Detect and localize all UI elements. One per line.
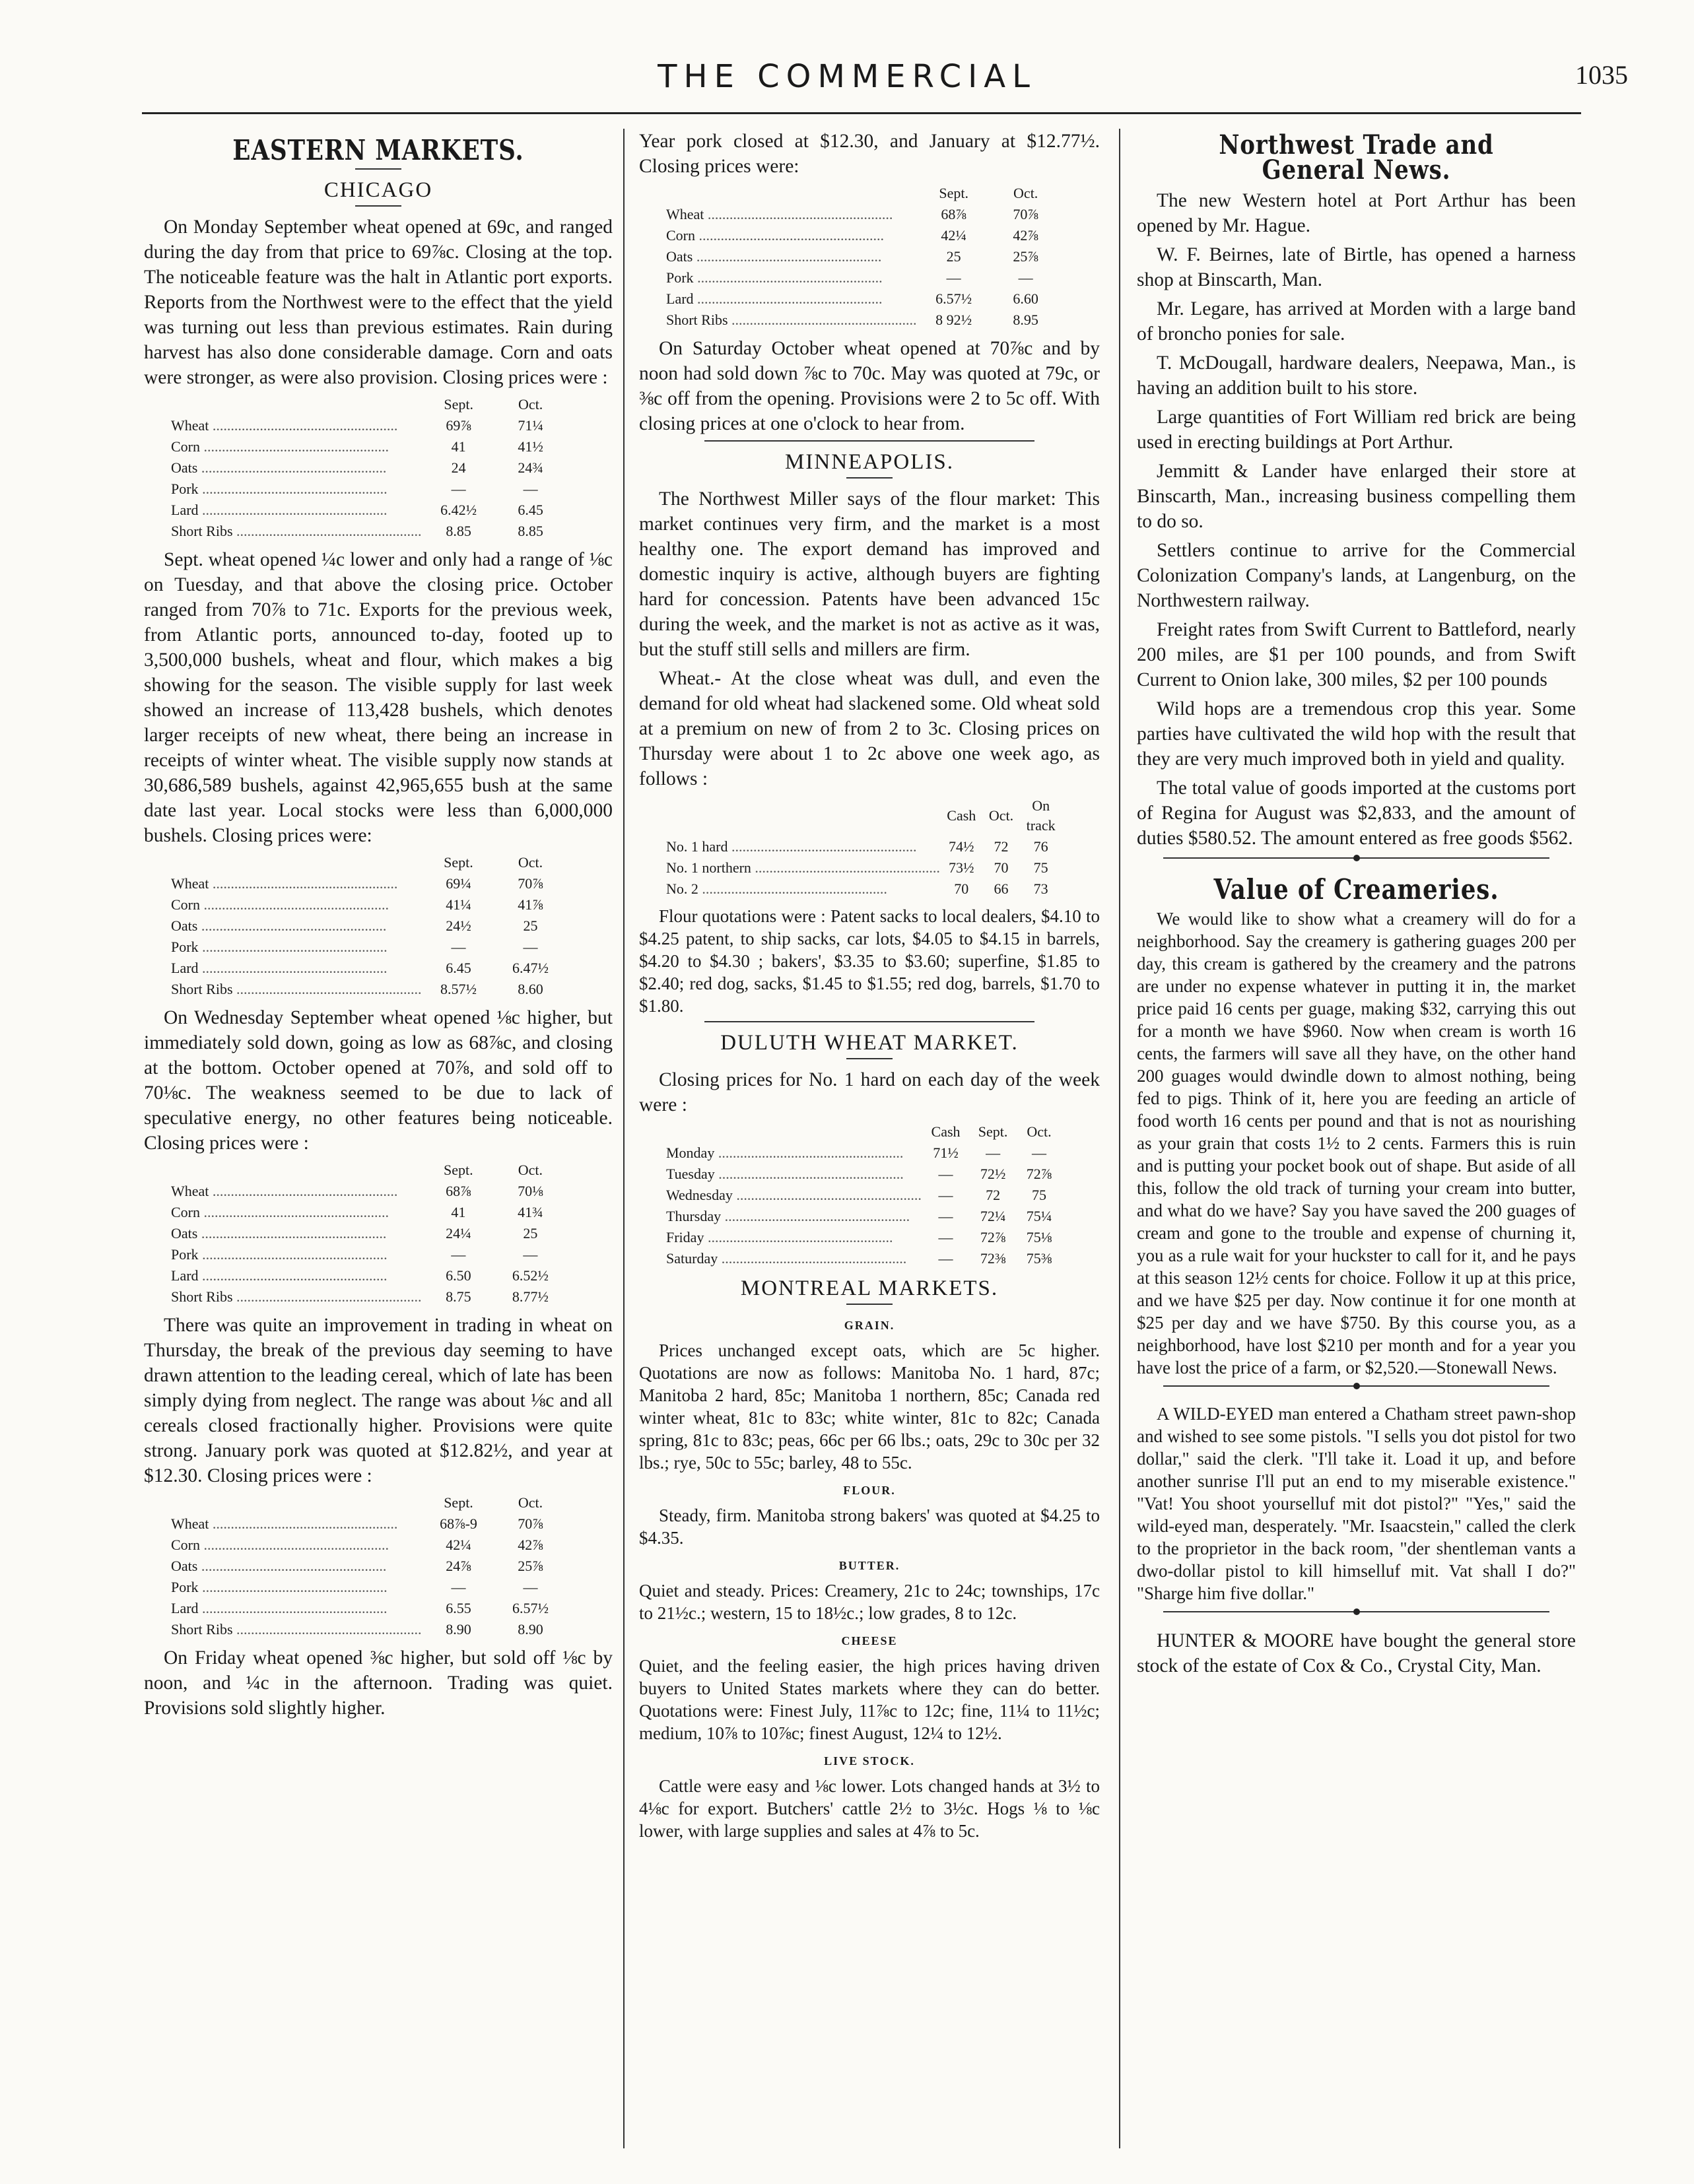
- news-item: Jemmitt & Lander have enlarged their store at Binscarth, Man., increasing business compelling them to do so.: [1137, 461, 1576, 532]
- sept-price: 8.85: [446, 523, 471, 539]
- price-row: [170, 1535, 566, 1556]
- heading-rule: [355, 168, 401, 170]
- col-on-track: On track: [1026, 797, 1056, 834]
- commodity-name: Wheat .....: [170, 873, 423, 894]
- price-row: [170, 1265, 566, 1286]
- news-item: Large quantities of Fort William red brick are being used in erecting buildings at Port Arthur.: [1137, 407, 1576, 453]
- col-sept: Sept.: [444, 854, 473, 871]
- flour-quotations-paragraph: Flour quotations were : Patent sacks to local dealers, $4.10 to $4.25 patent, to ship sacks, car lots, $4.05 to $4.15 in barrels, $4.20 to $4.30 ; bakers', $3.35 to $3.60; superfine, $1.85 to $2.40; red dog, sacks, $1.45 to $1.55; red dog, barrels, $1.70 to $1.80.: [639, 906, 1100, 1016]
- oct-price: 8.60: [518, 981, 543, 997]
- minneapolis-heading: MINNEAPOLIS.: [785, 450, 954, 474]
- price-row: [665, 836, 1062, 857]
- col-cash: Cash: [931, 1123, 961, 1140]
- day-name: Wednesday .....: [665, 1185, 922, 1206]
- chicago-prices-table-2: [170, 852, 566, 1000]
- oct-price: 75: [1031, 1187, 1046, 1203]
- northwest-news-heading: Northwest Trade and General News.: [1219, 129, 1494, 185]
- column-divider: [1119, 129, 1120, 2148]
- oct-price: 24¾: [518, 459, 543, 476]
- price-row: [170, 1202, 566, 1223]
- day-name: Tuesday .....: [665, 1164, 922, 1185]
- commodity-name: Oats .....: [170, 1223, 423, 1244]
- price-row: [170, 915, 566, 937]
- grain-subheading: GRAIN.: [844, 1319, 895, 1332]
- oct-price: 75⅜: [1026, 1250, 1052, 1267]
- oct-price: —: [523, 939, 538, 955]
- cheese-paragraph: Quiet, and the feeling easier, the high prices having driven buyers to United States markets where they can do better. Quotations were: Finest July, 11⅞c to 12c; fine, 11¼ to 11½c; medium, 10⅞ to 10⅞c; finest August, 12¼ to 12½.: [639, 1656, 1100, 1743]
- saturday-paragraph: On Saturday October wheat opened at 70⅞c and by noon had sold down ⅞c to 70c. May was quoted at 79c, or ⅜c off from the opening. Provisions were 2 to 5c off. With closing prices at one o'clock to hear from.: [639, 338, 1100, 434]
- price-row: [170, 1513, 566, 1535]
- sept-price: —: [451, 939, 466, 955]
- oct-price: 6.57½: [512, 1600, 549, 1616]
- news-item: W. F. Beirnes, late of Birtle, has opened a harness shop at Binscarth, Man.: [1137, 244, 1576, 290]
- sept-price: 25: [946, 248, 961, 265]
- chicago-tuesday-paragraph: Sept. wheat opened ¼c lower and only had a range of ⅛c on Tuesday, and that above the closing price. October ranged from 70⅞ to 71c. Exports for the previous week, from Atlantic ports, announced to-day, footed up to 3,500,000 bushels, wheat and flour, which makes a big showing for the season. The visible supply for last week showed an increase of 113,428 bushels, which denotes larger receipts of new wheat, there being an increase in receipts of winter wheat. The visible supply now stands at 30,686,589 bushels, against 42,965,655 bush at the same date last year. Local stocks were less than 6,000,000 bushels. Closing prices were:: [144, 549, 613, 846]
- day-name: Thursday .....: [665, 1206, 922, 1227]
- chicago-prices-table-3: [170, 1160, 566, 1307]
- commodity-name: Pork .....: [170, 1577, 423, 1598]
- page-header: [0, 46, 1694, 119]
- sept-price: 41¼: [446, 896, 471, 913]
- section-separator: [1163, 1385, 1549, 1396]
- oct-price: 42⅞: [1013, 227, 1038, 244]
- commodity-name: Lard .....: [170, 958, 423, 979]
- montreal-heading: MONTREAL MARKETS.: [740, 1276, 999, 1300]
- price-row: [665, 246, 1062, 267]
- sept-price: 69⅞: [446, 417, 471, 434]
- flour-subheading: FLOUR.: [843, 1484, 896, 1497]
- commodity-name: Lard .....: [170, 1598, 423, 1619]
- commodity-name: Corn .....: [665, 225, 918, 246]
- chicago-prices-table-5: [665, 183, 1062, 331]
- price-row: [170, 479, 566, 500]
- sept-price: 69¼: [446, 875, 471, 892]
- price-row: [170, 894, 566, 915]
- price-row: [170, 1598, 566, 1619]
- oct-price: 70⅛: [518, 1183, 543, 1199]
- news-item: The total value of goods imported at the customs port of Regina for August was $2,833, and the amount of duties $580.52. The amount entered as free goods $562.: [1137, 778, 1576, 849]
- oct-price: 75¼: [1026, 1208, 1052, 1224]
- commodity-name: Short Ribs .....: [170, 979, 423, 1000]
- creameries-heading: Value of Creameries.: [1213, 873, 1499, 906]
- northwest-news-list: [1137, 188, 1576, 851]
- sept-price: —: [946, 269, 961, 286]
- chicago-monday-paragraph: On Monday September wheat opened at 69c, and ranged during the day from that price to 69⅞c. Closing at the top. The noticeable feature was the halt in Atlantic port exports. Reports from the Northwest were to the effect that the yield was turning out less than previous estimates. Rain during harvest has also done considerable damage. Corn and oats were stronger, as were also provision. Closing prices were :: [144, 216, 613, 388]
- price-row: [665, 857, 1062, 878]
- commodity-name: Wheat .....: [170, 1513, 423, 1535]
- sept-price: 8.57½: [440, 981, 477, 997]
- price-row: [170, 500, 566, 521]
- oct-price: 8.95: [1013, 312, 1038, 328]
- butter-subheading: BUTTER.: [838, 1559, 900, 1572]
- cash-price: 73½: [949, 859, 974, 876]
- oct-price: 25⅞: [518, 1558, 543, 1574]
- oct-price: 72: [994, 838, 1009, 855]
- oct-price: 25: [523, 1225, 538, 1241]
- oct-price: —: [523, 1246, 538, 1263]
- oct-price: 8.85: [518, 523, 543, 539]
- commodity-name: Short Ribs .....: [170, 1619, 423, 1640]
- col-cash: Cash: [947, 807, 976, 824]
- commodity-name: Corn .....: [170, 1535, 423, 1556]
- day-name: Monday .....: [665, 1142, 922, 1164]
- oct-price: —: [523, 1579, 538, 1595]
- commodity-name: Pork .....: [665, 267, 918, 288]
- price-row: [665, 1227, 1062, 1248]
- duluth-heading: DULUTH WHEAT MARKET.: [720, 1031, 1019, 1055]
- sept-price: 72⅜: [980, 1250, 1006, 1267]
- commodity-name: Pork .....: [170, 1244, 423, 1265]
- grade-name: No. 2 .....: [665, 878, 941, 900]
- duluth-paragraph: Closing prices for No. 1 hard on each day of the week were :: [639, 1069, 1100, 1115]
- year-pork-paragraph: Year pork closed at $12.30, and January at $12.77½. Closing prices were:: [639, 131, 1100, 177]
- oct-price: 6.45: [518, 502, 543, 518]
- news-item: Freight rates from Swift Current to Battleford, nearly 200 miles, are $1 per 100 pounds, and from Swift Current to Onion lake, 300 miles, $2 per 100 pounds: [1137, 619, 1576, 690]
- price-row: [170, 873, 566, 894]
- day-name: Saturday .....: [665, 1248, 922, 1269]
- price-row: [665, 878, 1062, 900]
- sept-price: —: [451, 480, 466, 497]
- commodity-name: Oats .....: [170, 1556, 423, 1577]
- sept-price: 72⅞: [980, 1229, 1006, 1245]
- grade-name: No. 1 northern .....: [665, 857, 941, 878]
- cash-price: —: [938, 1166, 953, 1182]
- price-row: [170, 979, 566, 1000]
- sept-price: 6.55: [446, 1600, 471, 1616]
- sept-price: 6.42½: [440, 502, 477, 518]
- live-stock-subheading: LIVE STOCK.: [824, 1754, 915, 1768]
- oct-price: 25⅞: [1013, 248, 1038, 265]
- col-oct: Oct.: [1027, 1123, 1052, 1140]
- price-row: [665, 310, 1062, 331]
- commodity-name: Wheat .....: [170, 1181, 423, 1202]
- hunter-moore-paragraph: HUNTER & MOORE have bought the general store stock of the estate of Cox & Co., Crystal City, Man.: [1137, 1630, 1576, 1676]
- commodity-name: Wheat .....: [170, 415, 423, 436]
- butter-paragraph: Quiet and steady. Prices: Creamery, 21c to 24c; townships, 17c to 21½c.; western, 15 to 18½c.; low grades, 8 to 12c.: [639, 1581, 1100, 1623]
- price-row: [665, 288, 1062, 310]
- price-row: [170, 1223, 566, 1244]
- price-row: [170, 1556, 566, 1577]
- price-row: [170, 436, 566, 457]
- oct-price: 42⅞: [518, 1537, 543, 1553]
- chicago-prices-table-1: [170, 394, 566, 542]
- oct-price: 71¼: [518, 417, 543, 434]
- oct-price: 6.52½: [512, 1267, 549, 1284]
- oct-price: —: [1031, 1144, 1046, 1161]
- price-row: [170, 937, 566, 958]
- news-item: Settlers continue to arrive for the Commercial Colonization Company's lands, at Langenburg, on the Northwestern railway.: [1137, 540, 1576, 611]
- sept-price: 68⅞: [446, 1183, 471, 1199]
- chicago-prices-table-4: [170, 1492, 566, 1640]
- price-row: [170, 1577, 566, 1598]
- oct-price: 72⅞: [1026, 1166, 1052, 1182]
- col-oct: Oct.: [518, 1162, 543, 1178]
- sept-price: 8 92½: [935, 312, 972, 328]
- commodity-name: Oats .....: [170, 457, 423, 479]
- oct-price: 66: [994, 880, 1009, 897]
- col-sept: Sept.: [444, 1494, 473, 1511]
- oct-price: 6.60: [1013, 290, 1038, 307]
- sept-price: 8.75: [446, 1288, 471, 1305]
- eastern-markets-heading: EASTERN MARKETS.: [232, 134, 524, 166]
- oct-price: 8.77½: [512, 1288, 549, 1305]
- oct-price: 70⅞: [1013, 206, 1038, 222]
- col-sept: Sept.: [444, 1162, 473, 1178]
- commodity-name: Wheat .....: [665, 204, 918, 225]
- masthead-title: THE COMMERCIAL: [658, 58, 1036, 95]
- sept-price: 42¼: [446, 1537, 471, 1553]
- price-row: [665, 1142, 1062, 1164]
- price-row: [170, 415, 566, 436]
- sept-price: 42¼: [941, 227, 966, 244]
- sept-price: —: [451, 1246, 466, 1263]
- oct-price: 25: [523, 917, 538, 934]
- sept-price: 24⅞: [446, 1558, 471, 1574]
- cash-price: —: [938, 1229, 953, 1245]
- on-track-price: 73: [1033, 880, 1048, 897]
- oct-price: —: [1018, 269, 1033, 286]
- oct-price: 8.90: [518, 1621, 543, 1638]
- price-row: [665, 267, 1062, 288]
- heading-rule: [846, 1304, 893, 1305]
- sept-price: 6.45: [446, 960, 471, 976]
- price-row: [665, 204, 1062, 225]
- commodity-name: Pork .....: [170, 937, 423, 958]
- sept-price: 72¼: [980, 1208, 1006, 1224]
- col-sept: Sept.: [978, 1123, 1008, 1140]
- column-northwest-news: [1137, 129, 1576, 2162]
- sept-price: 41: [451, 438, 466, 455]
- price-row: [665, 225, 1062, 246]
- grain-paragraph: Prices unchanged except oats, which are 5c higher. Quotations are now as follows: Manitoba No. 1 hard, 87c; Manitoba 2 hard, 85c; Manitoba 1 northern, 85c; Canada red winter wheat, 81c to 83c; white winter, 81c to 82c; Canada spring, 81c to 83c; peas, 66c per 66 lbs.; oats, 29c to 30c per 32 lbs.; rye, 50c to 55c; barley, 48 to 55c.: [639, 1340, 1100, 1473]
- sept-price: 24½: [446, 917, 471, 934]
- col-sept: Sept.: [939, 185, 968, 201]
- oct-price: —: [523, 480, 538, 497]
- sept-price: 72: [986, 1187, 1001, 1203]
- column-eastern-markets: [144, 129, 613, 2162]
- sept-price: —: [986, 1144, 1001, 1161]
- cash-price: —: [938, 1250, 953, 1267]
- cash-price: 71½: [933, 1144, 959, 1161]
- commodity-name: Corn .....: [170, 1202, 423, 1223]
- commodity-name: Short Ribs .....: [665, 310, 918, 331]
- news-item: Wild hops are a tremendous crop this year. Some parties have cultivated the wild hop with the result that they are very much improved both in yield and quality.: [1137, 698, 1576, 770]
- chicago-friday-paragraph: On Friday wheat opened ⅜c higher, but sold off ⅛c by noon, and ¼c in the afternoon. Trading was quiet. Provisions sold slightly higher.: [144, 1647, 613, 1719]
- section-separator: [1163, 1611, 1549, 1622]
- sept-price: 8.90: [446, 1621, 471, 1638]
- oct-price: 41⅞: [518, 896, 543, 913]
- sept-price: 6.50: [446, 1267, 471, 1284]
- commodity-name: Lard .....: [170, 1265, 423, 1286]
- creameries-paragraph: We would like to show what a creamery will do for a neighborhood. Say the creamery is gathering guages 200 per day, this cream is gathered by the creamery and the patrons are under no expense whatever in putting it in, the market price paid 16 cents per guage, making $32, carrying this out for a month we have $960. Now when cream is worth 16 cents, the farmers will save all they have, on the other hand 200 guages would dwindle down to almost nothing, being fed to pigs. Think of it, here you are feeding an article of food worth 16 cents per pound and that is not as nourishing as your grain that costs 1½ to 2 cents. Farmers this is ruin and is putting your pocket book out of shape. But aside of all this, follow the old track of turning your cream into butter, and what do we have? Say you have saved the 200 guages of cream and gone to the trouble and expense of churning it, you as a rule wait for your huckster to call for it, and he pays at this season 12½ cents for choice. Follow it up at this price, and we have $25 per day. Now continue it for one month at $25 per day and we have $750. By this course you, as a neighborhood, have lost $210 per month and for a year you have lost the price of a farm, or $2,520.—Stonewall News.: [1137, 909, 1576, 1377]
- col-oct: Oct.: [1013, 185, 1038, 201]
- oct-price: 41¾: [518, 1204, 543, 1220]
- section-rule: [704, 1021, 1034, 1022]
- chicago-thursday-paragraph: There was quite an improvement in trading in wheat on Thursday, the break of the previous day seeming to have drawn attention to the leading cereal, which of late has been simply dying from neglect. The range was about ⅛c and all cereals closed fractionally higher. Provisions were quite strong. January pork was quoted at $12.82½, and year at $12.30. Closing prices were :: [144, 1315, 613, 1486]
- news-item: T. McDougall, hardware dealers, Neepawa, Man., is having an addition built to his store.: [1137, 352, 1576, 399]
- price-row: [170, 1181, 566, 1202]
- cash-price: 74½: [949, 838, 974, 855]
- sept-price: 24¼: [446, 1225, 471, 1241]
- oct-price: 70: [994, 859, 1009, 876]
- on-track-price: 76: [1033, 838, 1048, 855]
- cash-price: —: [938, 1187, 953, 1203]
- minneapolis-flour-paragraph: The Northwest Miller says of the flour market: This market continues very firm, and the market is a most healthy one. The export demand has improved and domestic inquiry is active, although buyers are fighting hard for concession. Patents have been advanced 15c during the week, and the market is not as active as it was, but the stuff still sells and millers are firm.: [639, 488, 1100, 660]
- price-row: [170, 457, 566, 479]
- column-markets-continued: [639, 129, 1100, 2162]
- price-row: [665, 1248, 1062, 1269]
- heading-rule: [846, 1058, 893, 1059]
- minneapolis-wheat-paragraph: Wheat.- At the close wheat was dull, and even the demand for old wheat had slackened some. Old wheat sold at a premium on new of from 2 to 3c. Closing prices on Thursday were about 1 to 2c above one week ago, as follows :: [639, 668, 1100, 789]
- commodity-name: Oats .....: [170, 915, 423, 937]
- wild-eyed-man-paragraph: A WILD-EYED man entered a Chatham street pawn-shop and wished to see some pistols. "I sells you dot pistol for two dollar," said the clerk. "I'll take it. Load it up, and before another sunrise I'll put an end to my miserable existence." "Vat! You shoot yourselluf mit dot pistol?" "Yes," said the wild-eyed man, desperately. "Mr. Isaacstein," called the clerk to the proprietor in the back room, "der shentleman vants a dwo-dollar pistol to kill himselluf mit. Vat shall I do?" "Sharge him five dollar.": [1137, 1404, 1576, 1603]
- col-oct: Oct.: [518, 1494, 543, 1511]
- duluth-prices-table: [665, 1121, 1062, 1269]
- commodity-name: Short Ribs .....: [170, 521, 423, 542]
- header-rule: [142, 112, 1581, 114]
- commodity-name: Corn .....: [170, 894, 423, 915]
- col-oct: Oct.: [518, 854, 543, 871]
- chicago-wednesday-paragraph: On Wednesday September wheat opened ⅛c higher, but immediately sold down, going as low as 68⅞c, and closing at the bottom. October opened at 70⅞, and sold off to 70⅛c. The weakness seemed to be due to lack of speculative energy, no other features being noticeable. Closing prices were :: [144, 1007, 613, 1154]
- day-name: Friday .....: [665, 1227, 922, 1248]
- chicago-heading: CHICAGO: [323, 178, 433, 202]
- commodity-name: Pork .....: [170, 479, 423, 500]
- oct-price: 70⅞: [518, 1515, 543, 1532]
- col-oct: Oct.: [518, 396, 543, 413]
- heading-rule: [355, 205, 401, 207]
- price-row: [665, 1164, 1062, 1185]
- flour-paragraph: Steady, firm. Manitoba strong bakers' was quoted at $4.25 to $4.35.: [639, 1506, 1100, 1548]
- commodity-name: Lard .....: [170, 500, 423, 521]
- price-row: [665, 1206, 1062, 1227]
- price-row: [170, 958, 566, 979]
- cash-price: —: [938, 1208, 953, 1224]
- sept-price: 68⅞-9: [440, 1515, 477, 1532]
- oct-price: 75⅛: [1026, 1229, 1052, 1245]
- price-row: [170, 1286, 566, 1307]
- price-row: [170, 1619, 566, 1640]
- live-stock-paragraph: Cattle were easy and ⅛c lower. Lots changed hands at 3½ to 4⅛c for export. Butchers' cattle 2½ to 3½c. Hogs ⅛ to ⅛c lower, with large supplies and sales at 4⅞ to 5c.: [639, 1776, 1100, 1841]
- commodity-name: Lard .....: [665, 288, 918, 310]
- col-oct: Oct.: [988, 807, 1014, 824]
- news-item: The new Western hotel at Port Arthur has been opened by Mr. Hague.: [1137, 190, 1576, 236]
- sept-price: 6.57½: [935, 290, 972, 307]
- cash-price: 70: [954, 880, 969, 897]
- section-rule: [704, 440, 1034, 442]
- commodity-name: Oats .....: [665, 246, 918, 267]
- on-track-price: 75: [1033, 859, 1048, 876]
- cheese-subheading: CHEESE: [841, 1634, 898, 1647]
- sept-price: —: [451, 1579, 466, 1595]
- sept-price: 41: [451, 1204, 466, 1220]
- oct-price: 70⅞: [518, 875, 543, 892]
- heading-rule: [846, 477, 893, 479]
- price-row: [665, 1185, 1062, 1206]
- news-item: Mr. Legare, has arrived at Morden with a large band of broncho ponies for sale.: [1137, 298, 1576, 345]
- sept-price: 72½: [980, 1166, 1006, 1182]
- page-number: 1035: [1575, 60, 1628, 90]
- section-separator: [1163, 857, 1549, 868]
- commodity-name: Short Ribs .....: [170, 1286, 423, 1307]
- price-row: [170, 521, 566, 542]
- grade-name: No. 1 hard .....: [665, 836, 941, 857]
- column-divider: [623, 129, 625, 2148]
- oct-price: 41½: [518, 438, 543, 455]
- oct-price: 6.47½: [512, 960, 549, 976]
- minneapolis-prices-table: [665, 795, 1062, 900]
- col-sept: Sept.: [444, 396, 473, 413]
- commodity-name: Corn .....: [170, 436, 423, 457]
- sept-price: 68⅞: [941, 206, 966, 222]
- sept-price: 24: [451, 459, 466, 476]
- price-row: [170, 1244, 566, 1265]
